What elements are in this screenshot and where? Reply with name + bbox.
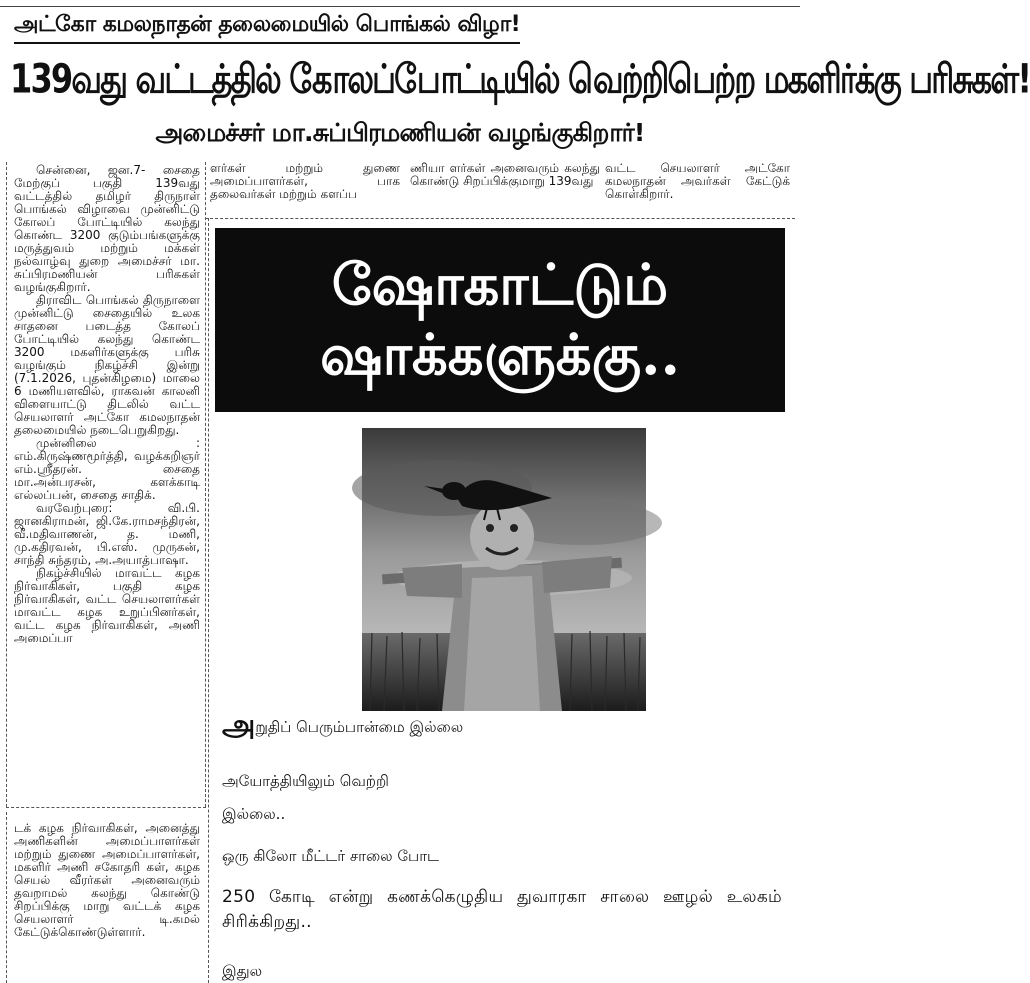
- top-rule: [0, 0, 800, 7]
- story-text: றுதிப் பெரும்பான்மை இல்லை: [255, 718, 464, 736]
- article-headline: 139வது வட்டத்தில் கோலப்போட்டியில் வெற்றிபெற்ற மகளிர்க்கு பரிசுகள்!: [10, 55, 1030, 103]
- story-line-3: இல்லை..: [222, 805, 286, 823]
- story-line-1: [222, 708, 782, 743]
- article-bottom-rule: [6, 807, 206, 808]
- article-paragraph: ளர்கள் மற்றும் துணை அமைப்பாளர்கள், பாக தலைவர்கள் மற்றும் களப்ப: [210, 161, 400, 201]
- article-subhead: அமைச்சர் மா.சுப்பிரமணியன் வழங்குகிறார்!: [155, 118, 645, 147]
- story-line-5: 250 கோடி என்று கணக்கெழுதிய துவாரகா சாலை ஊழல் உலகம் சிரிக்கிறது..: [222, 887, 782, 932]
- story-line-2: அயோத்தியிலும் வெற்றி: [222, 772, 389, 790]
- opinion-banner: [215, 228, 785, 412]
- article-kicker: அட்கோ கமலநாதன் தலைமையில் பொங்கல் விழா!: [14, 12, 520, 44]
- scarecrow-crow-photo: [362, 428, 646, 711]
- article-column-continued: [14, 822, 200, 939]
- opinion-box-top-rule: [205, 218, 795, 219]
- banner-title-line-2: ஷாக்களுக்கு..: [319, 322, 681, 388]
- article-paragraph: வட்ட செயலாளர் அட்கோ கமலநாதன் அவர்கள் கேட்டுக் கொள்கிறார்.: [605, 161, 790, 201]
- column-rule-middle: [205, 162, 206, 807]
- article-paragraph: நிகழ்ச்சியில் மாவட்ட கழக நிர்வாகிகள், பகுதி கழக நிர்வாகிகள், வட்ட செயலாளர்கள் மாவட்ட கழக உறுப்பினர்கள், வட்ட கழக நிர்வாகிகள், அணி அமைப்பா: [14, 566, 200, 645]
- article-paragraph: சென்னை, ஜன.7- சைதை மேற்குப் பகுதி 139வது வட்டத்தில் தமிழர் திருநாள் பொங்கல் விழாவை முன்னிட்டு கோலப் போட்டியில் கலந்து கொண்ட 3200 குடும்பங்களுக்கு மருத்துவம் மற்றும் மக்கள் நல்வாழ்வு துறை அமைச்சர் மா. சுப்பிரமணியன் பரிசுகள் வழங்குகிறார்.: [14, 163, 200, 294]
- article-column-1: [14, 164, 200, 645]
- article-paragraph: ணியா ளர்கள் அனைவரும் கலந்து கொண்டு சிறப்பிக்குமாறு 139வது: [410, 161, 600, 188]
- article-paragraph: வரவேற்புரை: வி.பி. ஜானகிராமன், ஜி.கே.ராமசந்திரன், வீ.மதிவாணன், த. மணி, மு.கதிரவன், பி.எஸ். முருகன், சாந்தி சுந்தரம், அ.அயாத்பாஷா.: [14, 501, 200, 567]
- drop-cap: அ: [222, 708, 256, 743]
- article-paragraph: முன்னிலை : எம்.கிருஷ்ணமூர்த்தி, வழக்கறிஞர் எம்.ஸ்ரீதரன். சைதை மா.அன்பரசன், களக்காடி எல்லப்பன், சைதை சாதிக்.: [14, 436, 200, 502]
- article-column-3: [410, 162, 600, 212]
- article-column-2: [210, 162, 400, 212]
- opinion-box-left-rule: [208, 218, 209, 983]
- story-line-6: இதுல: [222, 962, 263, 980]
- article-column-4: [605, 162, 790, 212]
- article-paragraph: திராவிட பொங்கல் திருநாளை முன்னிட்டு சைதையில் உலக சாதனை படைத்த கோலப் போட்டியில் கலந்து கொண்ட 3200 மகளிர்களுக்கு பரிசு வழங்கும் நிகழ்ச்சி இன்று (7.1.2026, புதன்கிழமை) மாலை 6 மணியளவில், ராகவன் காலனி விளையாட்டு திடலில் வட்ட செயலாளர் அட்கோ கமலநாதன் தலைமையில் நடைபெறுகிறது.: [14, 293, 200, 437]
- article-paragraph: டக் கழக நிர்வாகிகள், அனைத்து அணிகளின் அமைப்பாளர்கள் மற்றும் துணை அமைப்பாளர்கள், மகளிர் அணி சகோதரி கள், கழக செயல் வீரர்கள் அனைவரும் தவறாமல் கலந்து கொண்டு சிறப்பிக்கு மாறு வட்டக் கழக செயலாளர் டி.கமல் கேட்டுக்கொண்டுள்ளார்.: [14, 821, 200, 939]
- bottom-box-left-rule: [6, 812, 7, 983]
- story-line-4: ஒரு கிலோ மீட்டர் சாலை போட: [222, 847, 439, 865]
- column-rule-left: [6, 162, 7, 807]
- banner-title-line-1: ஷோகாட்டும்: [331, 252, 669, 318]
